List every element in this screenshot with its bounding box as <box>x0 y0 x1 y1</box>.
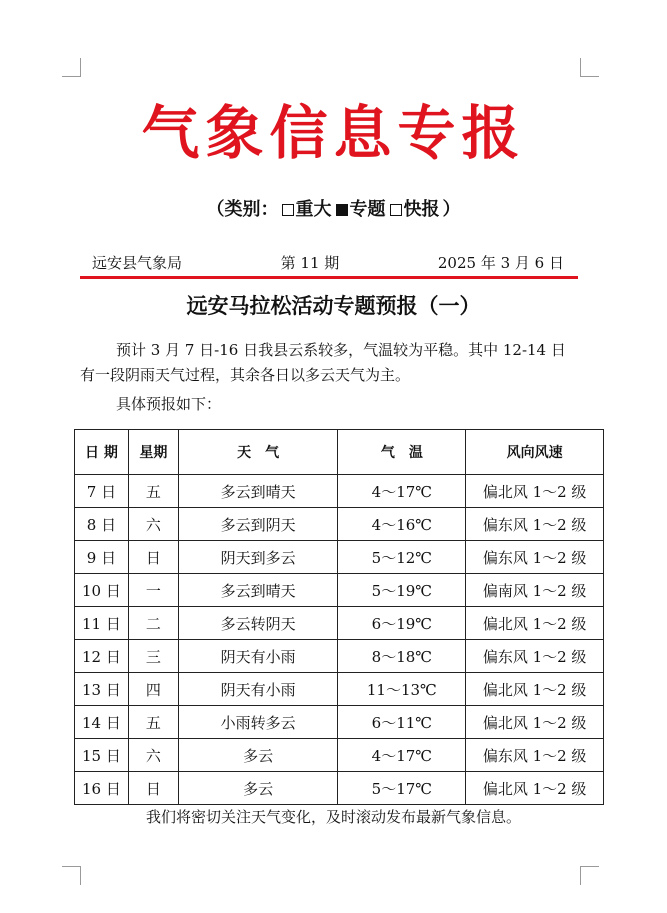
cell-temperature: 5～17℃ <box>338 772 466 805</box>
cell-date: 13 日 <box>75 673 129 706</box>
cell-weather: 多云 <box>178 739 338 772</box>
checkbox-empty-icon <box>390 204 402 216</box>
cell-weather: 多云到晴天 <box>178 475 338 508</box>
cell-weather: 小雨转多云 <box>178 706 338 739</box>
category-prefix: （类别： <box>206 199 279 220</box>
cell-temperature: 6～19℃ <box>338 607 466 640</box>
cell-weather: 多云到晴天 <box>178 574 338 607</box>
cell-wind: 偏东风 1～2 级 <box>466 541 604 574</box>
cell-date: 11 日 <box>75 607 129 640</box>
cell-temperature: 4～17℃ <box>338 475 466 508</box>
cell-wind: 偏东风 1～2 级 <box>466 508 604 541</box>
cell-weekday: 四 <box>128 673 178 706</box>
cell-wind: 偏北风 1～2 级 <box>466 706 604 739</box>
table-row <box>75 706 604 739</box>
header-weather: 天 气 <box>178 430 338 475</box>
cell-temperature: 5～12℃ <box>338 541 466 574</box>
issue-date: 2025 年 3 月 6 日 <box>437 254 564 272</box>
intro-paragraph: 预计 3 月 7 日-16 日我县云系较多，气温较为平稳。其中 12-14 日有一段阴雨天气过程，其余各日以多云天气为主。 <box>80 341 566 384</box>
header-wind: 风向风速 <box>466 430 604 475</box>
cell-weekday: 五 <box>128 706 178 739</box>
issue-info <box>92 252 564 273</box>
cell-date: 16 日 <box>75 772 129 805</box>
table-body <box>75 475 604 805</box>
checkbox-empty-icon <box>282 204 294 216</box>
table-row <box>75 640 604 673</box>
cell-weather: 阴天有小雨 <box>178 673 338 706</box>
header-date: 日 期 <box>75 430 129 475</box>
issuer: 远安县气象局 <box>92 254 183 272</box>
closing-paragraph: 我们将密切关注天气变化，及时滚动发布最新气象信息。 <box>145 808 521 826</box>
cell-date: 9 日 <box>75 541 129 574</box>
cell-temperature: 6～11℃ <box>338 706 466 739</box>
table-row <box>75 739 604 772</box>
cell-date: 14 日 <box>75 706 129 739</box>
cell-weather: 阴天有小雨 <box>178 640 338 673</box>
category-option-special: 专题 <box>335 199 387 220</box>
checkbox-filled-icon <box>336 204 348 216</box>
crop-mark-bottom-left <box>62 866 81 885</box>
cell-wind: 偏东风 1～2 级 <box>466 739 604 772</box>
forecast-table <box>74 429 604 805</box>
cell-wind: 偏东风 1～2 级 <box>466 640 604 673</box>
header-temperature: 气 温 <box>338 430 466 475</box>
cell-date: 7 日 <box>75 475 129 508</box>
crop-mark-top-right <box>580 58 599 77</box>
crop-mark-top-left <box>62 58 81 77</box>
cell-temperature: 4～17℃ <box>338 739 466 772</box>
category-option-flash: 快报 <box>389 199 441 220</box>
table-row <box>75 508 604 541</box>
cell-weekday: 三 <box>128 640 178 673</box>
table-row <box>75 475 604 508</box>
issue-number: 第 11 期 <box>280 254 340 272</box>
cell-weekday: 二 <box>128 607 178 640</box>
document-title: 气象信息专报 <box>141 99 526 167</box>
cell-weekday: 一 <box>128 574 178 607</box>
cell-date: 12 日 <box>75 640 129 673</box>
cell-wind: 偏北风 1～2 级 <box>466 607 604 640</box>
cell-weekday: 日 <box>128 541 178 574</box>
cell-temperature: 8～18℃ <box>338 640 466 673</box>
category-line <box>0 195 667 221</box>
cell-wind: 偏南风 1～2 级 <box>466 574 604 607</box>
cell-date: 10 日 <box>75 574 129 607</box>
category-option-major: 重大 <box>281 199 333 220</box>
cell-temperature: 11～13℃ <box>338 673 466 706</box>
cell-weather: 阴天到多云 <box>178 541 338 574</box>
cell-wind: 偏北风 1～2 级 <box>466 673 604 706</box>
report-title: 远安马拉松活动专题预报（一） <box>186 293 481 318</box>
cell-temperature: 5～19℃ <box>338 574 466 607</box>
cell-weather: 多云到阴天 <box>178 508 338 541</box>
red-divider <box>80 276 578 279</box>
table-row <box>75 772 604 805</box>
table-header-row <box>75 430 604 475</box>
header-weekday: 星期 <box>128 430 178 475</box>
cell-wind: 偏北风 1～2 级 <box>466 475 604 508</box>
cell-weekday: 五 <box>128 475 178 508</box>
cell-date: 15 日 <box>75 739 129 772</box>
table-row <box>75 541 604 574</box>
lead-paragraph: 具体预报如下： <box>116 395 222 413</box>
table-row <box>75 673 604 706</box>
cell-weather: 多云 <box>178 772 338 805</box>
cell-weekday: 六 <box>128 739 178 772</box>
cell-wind: 偏北风 1～2 级 <box>466 772 604 805</box>
cell-weather: 多云转阴天 <box>178 607 338 640</box>
category-suffix: ） <box>442 199 461 220</box>
cell-weekday: 日 <box>128 772 178 805</box>
crop-mark-bottom-right <box>580 866 599 885</box>
cell-weekday: 六 <box>128 508 178 541</box>
cell-temperature: 4～16℃ <box>338 508 466 541</box>
table-row <box>75 574 604 607</box>
table-row <box>75 607 604 640</box>
cell-date: 8 日 <box>75 508 129 541</box>
